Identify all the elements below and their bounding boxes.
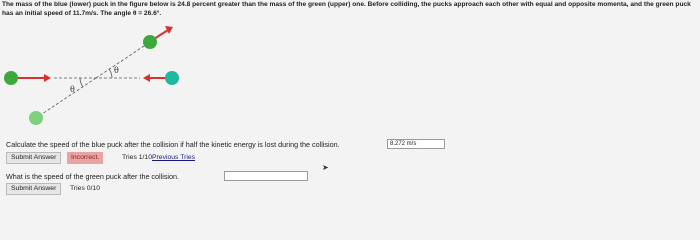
blue-final-path: [36, 78, 96, 118]
blue-puck-final: [29, 111, 43, 125]
green-arrow-head: [44, 74, 51, 82]
mouse-cursor-icon: ➤: [322, 163, 329, 172]
incorrect-status-badge: Incorrect.: [67, 152, 103, 164]
collision-diagram: [0, 22, 220, 126]
question-1-text: Calculate the speed of the blue puck after the collision if half the kinetic energy is lost during the collision.: [6, 140, 340, 149]
theta-label-lower: θ: [70, 85, 75, 94]
theta-label-upper: θ: [114, 66, 119, 75]
blue-puck-initial: [165, 71, 179, 85]
question-2-answer-field[interactable]: [224, 171, 308, 181]
green-final-path: [96, 42, 150, 78]
theta-arc-lower: [80, 78, 83, 87]
question-2-submit-button[interactable]: Submit Answer: [6, 183, 61, 195]
blue-arrow-head: [143, 74, 150, 82]
green-final-arrow: [154, 30, 168, 39]
question-1-submit-button[interactable]: Submit Answer: [6, 152, 61, 164]
green-puck-initial: [4, 71, 18, 85]
question-1-answer-field[interactable]: 8.272 m/s: [387, 139, 445, 149]
theta-arc-upper: [109, 69, 112, 78]
green-puck-final: [143, 35, 157, 49]
problem-statement: The mass of the blue (lower) puck in the figure below is 24.8 percent greater than the mass of the green (upper) one. Before colliding, the pucks approach each other with equal and opposite momenta, and the green puck has an initial speed of 11.7m/s. The angle θ = 26.6°.: [2, 1, 691, 17]
question-2-tries: Tries 0/10: [70, 185, 100, 192]
previous-tries-link[interactable]: Previous Tries: [152, 154, 196, 161]
question-2-text: What is the speed of the green puck after the collision.: [6, 172, 179, 181]
question-1-tries: Tries 1/10: [122, 154, 152, 161]
